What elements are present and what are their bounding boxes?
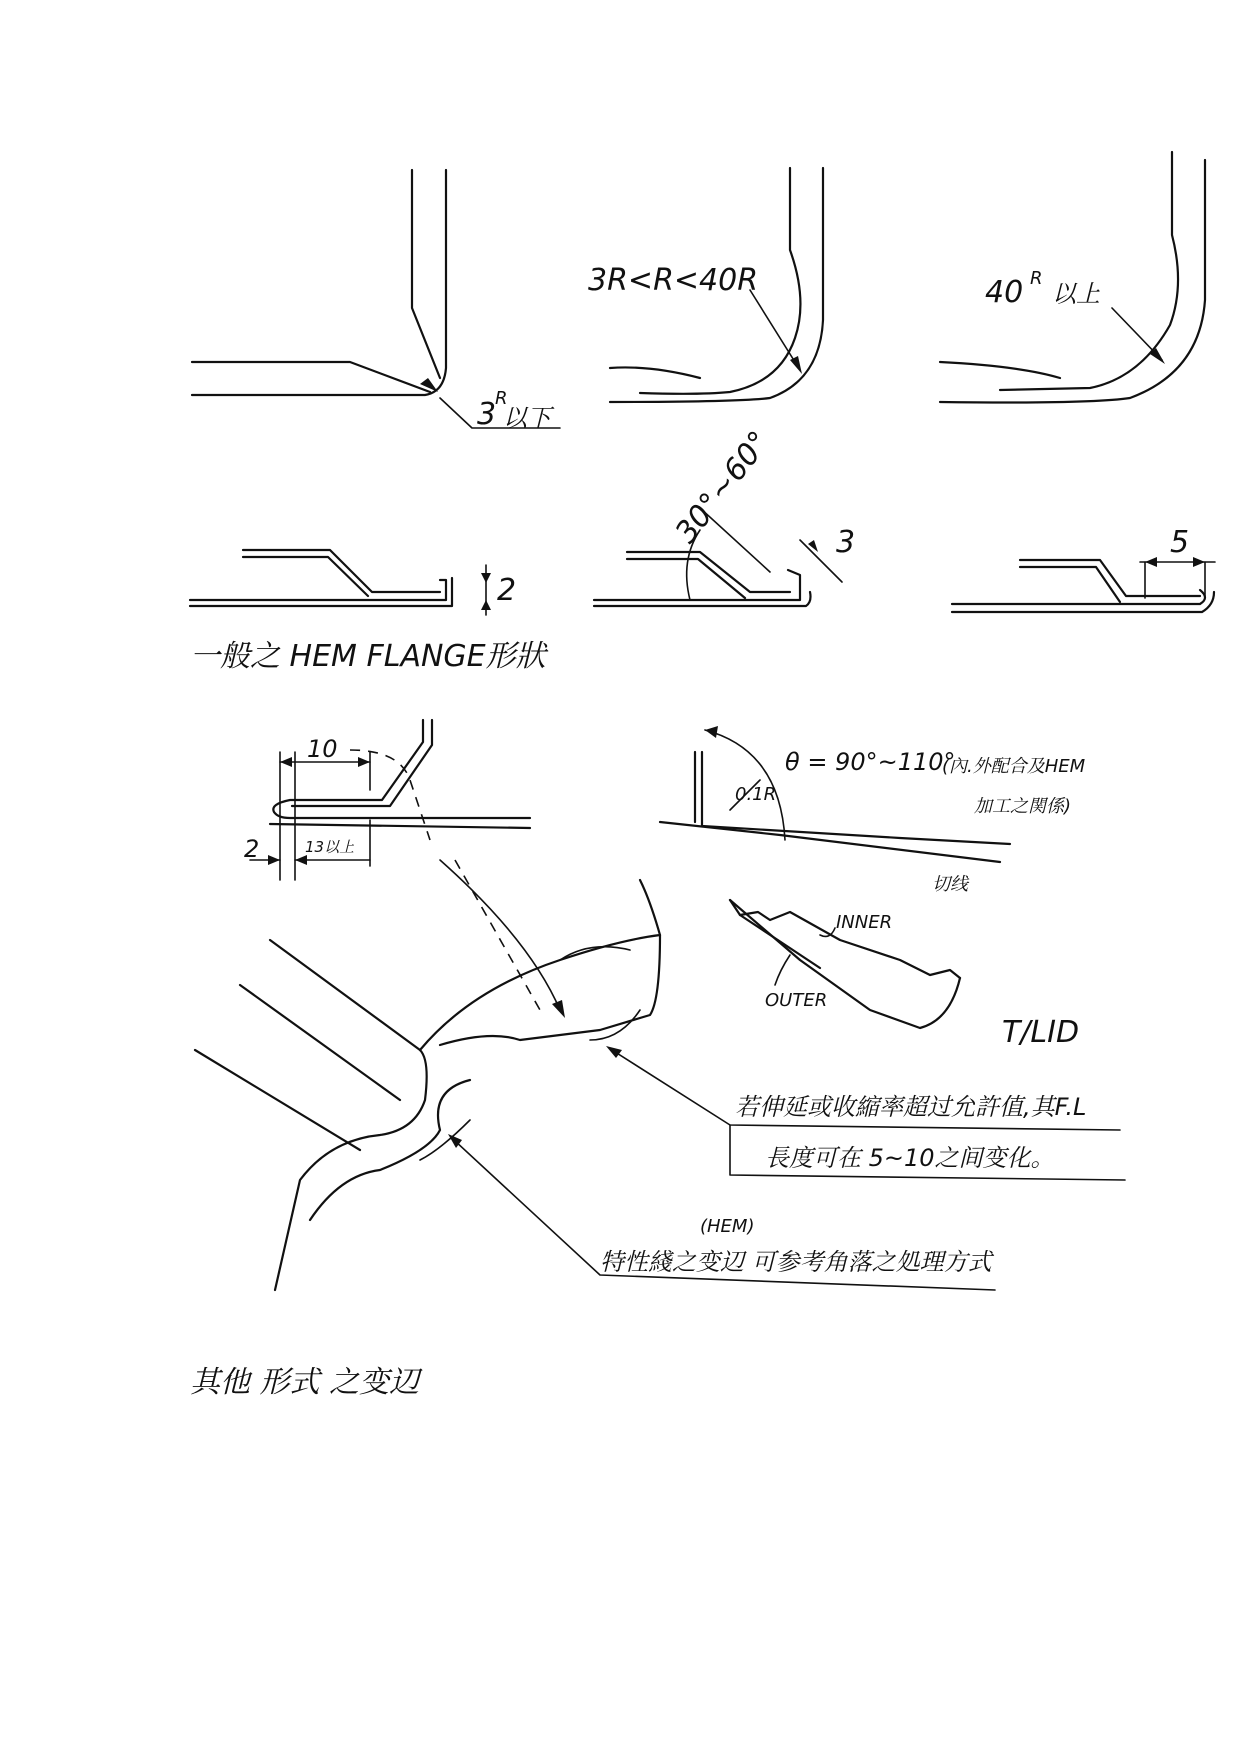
- theta-note-2: 加工之関係): [974, 796, 1072, 817]
- fig3-radius-label: 40: [985, 275, 1024, 310]
- panel-perspective: [195, 860, 660, 1290]
- hem-section-detail: [250, 720, 530, 880]
- dim-left-label: 2: [497, 573, 517, 608]
- note-2-text: 特性綫之变辺 可参考角落之処理方式: [600, 1248, 992, 1276]
- flange-profile-middle: [594, 508, 842, 606]
- dim-right-label: 5: [1170, 525, 1190, 560]
- dim-13-label: 13以上: [305, 838, 355, 856]
- flange-profile-left: [190, 550, 491, 615]
- theta-note-1: (內.外配合及HEM: [942, 756, 1086, 777]
- theta-angle-figure: [660, 726, 1010, 862]
- fig1-radius-label: 3: [477, 397, 497, 432]
- dim-mid-label: 3: [836, 525, 856, 560]
- theta-label: θ = 90°~110°: [785, 748, 956, 776]
- fig3-radius-tail: 以上: [1052, 280, 1100, 308]
- fig2-radius-label: 3R<R<40R: [588, 263, 759, 298]
- angle-range-label: 30°~60°: [668, 424, 778, 550]
- caption-general-hem: 一般之 HEM FLANGE形狀: [190, 639, 546, 674]
- note-1-line-1: 若伸延或收縮率超过允許值,其F.L: [735, 1093, 1087, 1121]
- fig3-radius-sup: R: [1030, 268, 1043, 289]
- flange-profile-right: [952, 557, 1215, 612]
- dim-10-label: 10: [307, 735, 338, 763]
- inner-label: INNER: [836, 912, 893, 933]
- radius-label: 0.1R: [735, 784, 777, 805]
- tlid-label: T/LID: [1002, 1015, 1080, 1050]
- fig1-radius-tail: 以下: [503, 404, 551, 432]
- outer-label: OUTER: [765, 990, 828, 1011]
- cut-line-label: 切线: [932, 874, 968, 895]
- note-1-line-2: 長度可在 5~10之间变化。: [765, 1144, 1055, 1172]
- caption-other-forms: 其他 形式 之变辺: [190, 1365, 420, 1400]
- fig1-radius-sup: R: [495, 388, 508, 409]
- dim-2-label: 2: [244, 835, 260, 863]
- note-2-top: (HEM): [700, 1216, 755, 1237]
- corner-large-figure: [940, 152, 1205, 403]
